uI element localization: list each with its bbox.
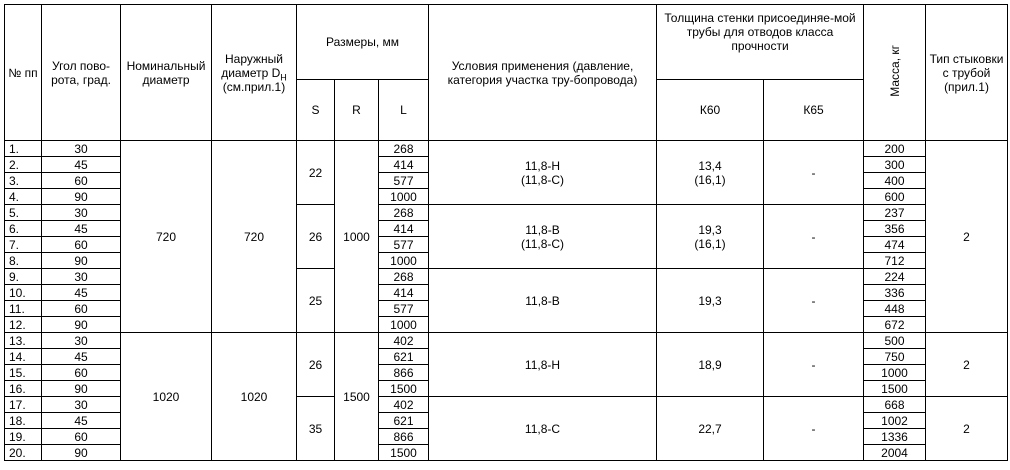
row-l: 1500: [379, 381, 429, 397]
r-value-1500: 1500: [335, 333, 379, 461]
header-r: R: [335, 80, 379, 141]
row-l: 577: [379, 301, 429, 317]
row-num: 12.: [5, 317, 42, 333]
outer-diameter-note: (см.прил.1): [222, 79, 286, 94]
row-num: 5.: [5, 205, 42, 221]
row-angle: 45: [42, 157, 121, 173]
row-angle: 90: [42, 189, 121, 205]
header-mass: [864, 5, 926, 141]
row-angle: 60: [42, 429, 121, 445]
row-angle: 60: [42, 365, 121, 381]
row-l: 1500: [379, 445, 429, 461]
row-mass: 1500: [864, 381, 926, 397]
row-angle: 45: [42, 349, 121, 365]
s-value: 26: [297, 205, 335, 269]
row-mass: 750: [864, 349, 926, 365]
outer-diameter-label: Наружный диаметр D: [221, 51, 283, 80]
row-num: 4.: [5, 189, 42, 205]
nominal-diameter-1020: 1020: [121, 333, 212, 461]
row-mass: 672: [864, 317, 926, 333]
table-row: [5, 141, 1008, 157]
row-angle: 90: [42, 381, 121, 397]
k60-primary: 13,4: [698, 158, 722, 173]
k60-cell: [657, 141, 764, 205]
row-num: 9.: [5, 269, 42, 285]
row-num: 8.: [5, 253, 42, 269]
row-mass: 1000: [864, 365, 926, 381]
row-l: 1000: [379, 253, 429, 269]
r-value-1000: 1000: [335, 141, 379, 333]
k65-cell: -: [764, 205, 864, 269]
conditions-cell: [429, 205, 657, 269]
nominal-diameter-720: 720: [121, 141, 212, 333]
outer-diameter-subscript: Н: [280, 71, 287, 82]
row-angle: 90: [42, 253, 121, 269]
row-angle: 30: [42, 141, 121, 157]
row-num: 13.: [5, 333, 42, 349]
row-angle: 45: [42, 285, 121, 301]
k60-alt: (16,1): [694, 236, 726, 251]
row-num: 14.: [5, 349, 42, 365]
row-num: 2.: [5, 157, 42, 173]
row-angle: 30: [42, 397, 121, 413]
row-num: 16.: [5, 381, 42, 397]
header-outer-diameter: [212, 5, 297, 141]
row-mass: 336: [864, 285, 926, 301]
row-num: 19.: [5, 429, 42, 445]
header-angle: Угол пово-рота, град.: [42, 5, 121, 141]
s-value: 35: [297, 397, 335, 461]
conditions-cell: [429, 141, 657, 205]
s-value: 25: [297, 269, 335, 333]
row-mass: 300: [864, 157, 926, 173]
row-l: 268: [379, 269, 429, 285]
k60-primary: 19,3: [698, 222, 722, 237]
row-mass: 474: [864, 237, 926, 253]
row-l: 621: [379, 349, 429, 365]
row-mass: 600: [864, 189, 926, 205]
header-conditions: Условия применения (давление, категория участка тру-бопровода): [429, 5, 657, 141]
s-value: 26: [297, 333, 335, 397]
k60-cell: 18,9: [657, 333, 764, 397]
condition-primary: 11,8-Н: [524, 158, 561, 173]
k60-cell: [657, 205, 764, 269]
row-angle: 60: [42, 173, 121, 189]
row-mass: 712: [864, 253, 926, 269]
row-l: 402: [379, 397, 429, 413]
k60-alt: (16,1): [694, 172, 726, 187]
row-l: 414: [379, 221, 429, 237]
row-angle: 90: [42, 445, 121, 461]
row-mass: 668: [864, 397, 926, 413]
table-body: [5, 141, 1008, 461]
row-mass: 500: [864, 333, 926, 349]
row-mass: 356: [864, 221, 926, 237]
table-header: [5, 5, 1008, 141]
conditions-cell: 11,8-В: [429, 269, 657, 333]
row-num: 6.: [5, 221, 42, 237]
row-num: 3.: [5, 173, 42, 189]
row-num: 11.: [5, 301, 42, 317]
row-angle: 45: [42, 221, 121, 237]
row-l: 1000: [379, 317, 429, 333]
header-s: S: [297, 80, 335, 141]
joint-type-cell: 2: [926, 333, 1008, 397]
row-mass: 1336: [864, 429, 926, 445]
header-sizes: Размеры, мм: [297, 5, 429, 80]
header-nominal-diameter: Номинальный диаметр: [121, 5, 212, 141]
row-mass: 448: [864, 301, 926, 317]
row-l: 402: [379, 333, 429, 349]
row-l: 268: [379, 141, 429, 157]
row-mass: 2004: [864, 445, 926, 461]
row-l: 414: [379, 285, 429, 301]
row-l: 621: [379, 413, 429, 429]
row-angle: 30: [42, 269, 121, 285]
table-row: [5, 333, 1008, 349]
row-l: 577: [379, 237, 429, 253]
k65-cell: -: [764, 397, 864, 461]
header-l: L: [379, 80, 429, 141]
condition-alt: (11,8-С): [520, 236, 565, 251]
k60-cell: 22,7: [657, 397, 764, 461]
row-l: 268: [379, 205, 429, 221]
row-mass: 1002: [864, 413, 926, 429]
row-num: 20.: [5, 445, 42, 461]
row-angle: 60: [42, 237, 121, 253]
row-mass: 400: [864, 173, 926, 189]
s-value: 22: [297, 141, 335, 205]
row-l: 577: [379, 173, 429, 189]
outer-diameter-1020: 1020: [212, 333, 297, 461]
row-l: 414: [379, 157, 429, 173]
row-num: 10.: [5, 285, 42, 301]
row-angle: 45: [42, 413, 121, 429]
k60-cell: 19,3: [657, 269, 764, 333]
condition-primary: 11,8-В: [525, 222, 560, 237]
conditions-cell: 11,8-С: [429, 397, 657, 461]
outer-diameter-720: 720: [212, 141, 297, 333]
row-mass: 224: [864, 269, 926, 285]
header-k60: К60: [657, 80, 764, 141]
row-num: 15.: [5, 365, 42, 381]
header-joint-type: Тип стыковки с трубой (прил.1): [926, 5, 1008, 141]
row-l: 866: [379, 429, 429, 445]
row-angle: 90: [42, 317, 121, 333]
row-l: 866: [379, 365, 429, 381]
conditions-cell: 11,8-Н: [429, 333, 657, 397]
row-mass: 200: [864, 141, 926, 157]
joint-type-cell: 2: [926, 397, 1008, 461]
header-wall-thickness: Толщина стенки присоединяе-мой трубы для отводов класса прочности: [657, 5, 864, 80]
row-num: 7.: [5, 237, 42, 253]
row-num: 18.: [5, 413, 42, 429]
row-num: 17.: [5, 397, 42, 413]
header-num: № пп: [5, 5, 42, 141]
mass-label: Масса, кг: [887, 45, 902, 97]
joint-type-cell: 2: [926, 141, 1008, 333]
k65-cell: -: [764, 333, 864, 397]
condition-alt: (11,8-С): [520, 172, 565, 187]
k65-cell: -: [764, 269, 864, 333]
k65-cell: -: [764, 141, 864, 205]
row-angle: 60: [42, 301, 121, 317]
row-mass: 237: [864, 205, 926, 221]
row-l: 1000: [379, 189, 429, 205]
row-angle: 30: [42, 205, 121, 221]
pipe-bends-table: [4, 4, 1008, 461]
header-k65: К65: [764, 80, 864, 141]
row-angle: 30: [42, 333, 121, 349]
row-num: 1.: [5, 141, 42, 157]
